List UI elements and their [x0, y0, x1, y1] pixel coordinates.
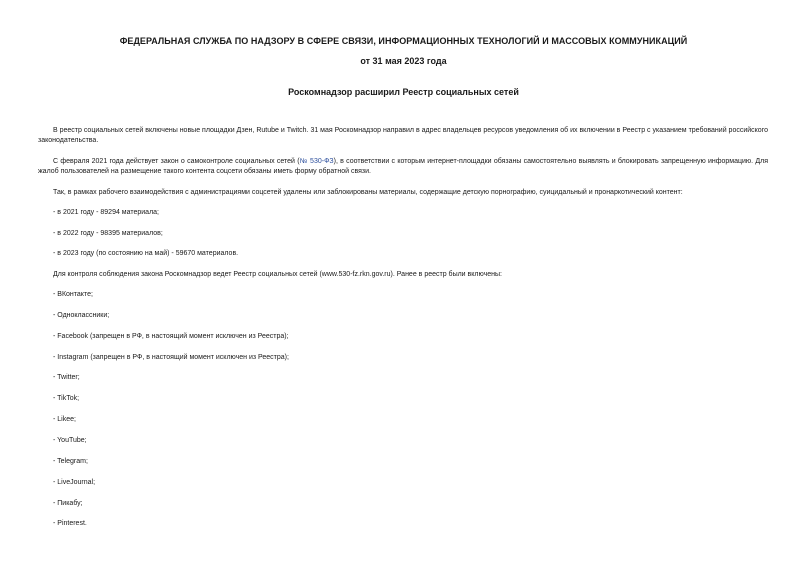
document-body — [38, 126, 768, 540]
network-item: - TikTok; — [53, 395, 80, 403]
networks-list — [38, 290, 768, 529]
stats-item-2023: - в 2023 году (по состоянию на май) - 59670 материалов. — [53, 250, 239, 258]
network-item: - Telegram; — [53, 457, 88, 465]
network-item: - ВКонтакте; — [53, 291, 93, 299]
network-item: - Likee; — [53, 416, 76, 424]
network-item: - Одноклассники; — [53, 311, 110, 319]
paragraph-registry-new: В реестр социальных сетей включены новые площадки Дзен, Rutube и Twitch. 31 мая Роскомнадзор направил в адрес владельцев ресурсов уведомления об их включении в Реестр с указанием требований российского законодательства. — [38, 127, 768, 144]
law-530-link[interactable]: № 530-ФЗ — [299, 158, 334, 165]
law-text-before: С февраля 2021 года действует закон о самоконтроле социальных сетей ( — [53, 158, 300, 165]
network-item: - Twitter; — [53, 374, 80, 382]
network-item: - YouTube; — [53, 436, 87, 444]
network-item: - Пикабу; — [53, 499, 83, 507]
network-item: - Pinterest. — [53, 520, 87, 528]
network-item: - Instagram (запрещен в РФ, в настоящий момент исключен из Реестра); — [53, 353, 289, 361]
network-item: - Facebook (запрещен в РФ, в настоящий момент исключен из Реестра); — [53, 332, 289, 340]
network-item: - LiveJournal; — [53, 478, 96, 486]
stats-list — [38, 208, 768, 259]
document-title: Роскомнадзор расширил Реестр социальных сетей — [288, 87, 519, 97]
stats-item-2022: - в 2022 году - 98395 материалов; — [53, 229, 163, 237]
stats-item-2021: - в 2021 году - 89294 материала; — [53, 209, 160, 216]
paragraph-registry-intro: Для контроля соблюдения закона Роскомнадзор ведет Реестр социальных сетей (www.530-fz.rkn.gov.ru). Ранее в реестр были включены: — [53, 271, 502, 279]
paragraph-law — [38, 157, 768, 177]
law-text-after: ), в соответствии с которым интернет-площадки обязаны самостоятельно выявлять и блокировать запрещенную информацию. Для жалоб пользователей на размещение такого контента соцсети обязаны иметь форму обратной связи. — [38, 158, 769, 175]
agency-heading: ФЕДЕРАЛЬНАЯ СЛУЖБА ПО НАДЗОРУ В СФЕРЕ СВЯЗИ, ИНФОРМАЦИОННЫХ ТЕХНОЛОГИЙ И МАССОВЫХ КОММУНИКАЦИЙ — [119, 36, 688, 46]
paragraph-removed-content: Так, в рамках рабочего взаимодействия с администрациями соцсетей удалены или заблокированы материалы, содержащие детскую порнографию, суицидальный и пронаркотический контент: — [53, 189, 683, 196]
document-date: от 31 мая 2023 года — [360, 56, 447, 66]
